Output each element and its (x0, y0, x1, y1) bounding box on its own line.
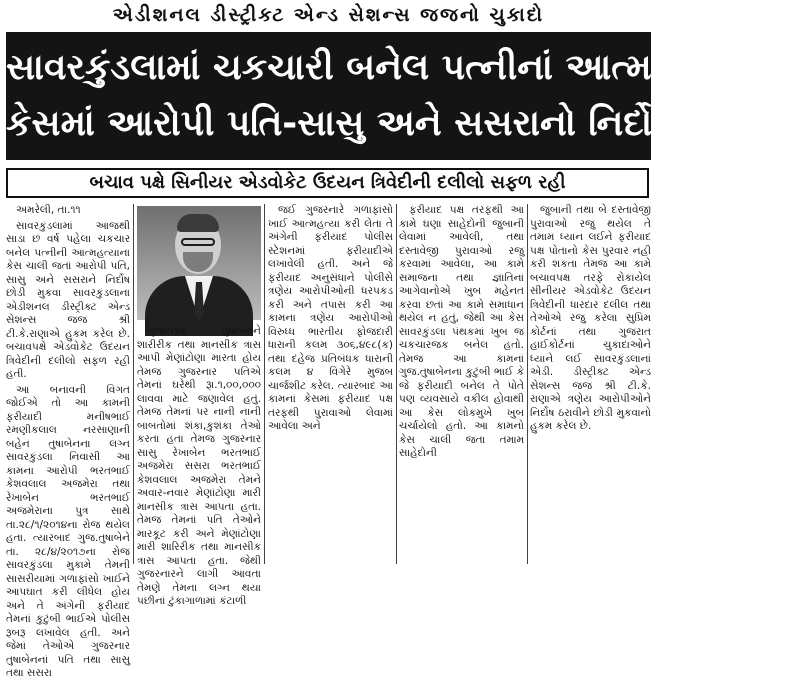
sub-headline: બચાવ પક્ષે સિનીયર એડવોકેટ ઉદયન ત્રિવેદીની દલીલો સફળ રહી (6, 168, 649, 198)
article-column-3 (268, 204, 393, 564)
article-column-2 (137, 325, 261, 607)
paragraph: જઈ ગુજરનારે ગળાફાંસો ખાઈ આત્મહત્યા કરી લેતા તે અંગેની ફરીયાદ પોલીસ સ્ટેશનમાં ફરીયાદીએ લખાવેલી હતી. અને જે ફરીયાદ અનુસંધાને પોલીસે ત્રણેય આરોપીઓની ધરપકડ કરી અને તપાસ કરી આ કામના ત્રણેય આરોપીઓ વિરુધ્ધ ભારતીય ફોજદારી ધારાની કલમ ૩૦૬,૪૯૮(ક) તથા દહેજ પ્રતિબંધક ધારાની કલમ ૪ વિગેરે મુજબ ચાર્જશીટ કરેલ. ત્યારબાદ આ કામનાં કેસમાં ફરીયાદ પક્ષ તરફથી પુરાવાઓ લેવામાં આવેલા અને (268, 204, 393, 432)
column-divider (527, 204, 528, 564)
main-headline (6, 32, 795, 160)
dateline: અમરેલી, તા.૧૧ (16, 204, 81, 216)
column-divider (133, 204, 134, 564)
hair-shape (177, 214, 219, 232)
column-divider (396, 204, 397, 564)
article-column-5 (530, 204, 651, 432)
headline-line-2: કેસમાં આરોપી પતિ-સાસુ અને સસરાનો નિર્દોષ છુટકારો (6, 103, 795, 144)
kicker-headline: એડીશનલ ડીસ્ટ્રીક્ટ એન્ડ સેશન્સ જજનો ચુકાદો (112, 4, 545, 26)
advocate-photo (137, 206, 261, 320)
paragraph: જુબાની તથા બે દસ્તાવેજી પુરાવાઓ રજુ થયેલ તે તમામ ધ્યાન લઈને ફરીયાદ પક્ષ પોતાનો કેસ પુરવાર નહી કરી શકતા તેમજ આ કામે બચાવપક્ષ તરફે રોકાયેલ સીનીયર એડવોકેટ ઉદયન ત્રિવેદીની ધારદાર દલીલ તથા તેઓએ રજુ કરેલા સુપ્રિમ કોર્ટનાં તથા ગુજરાત હાઈકોર્ટનાં ચુકાદાઓને ધ્યાને લઈ સાવરકુંડલાનાં એડી. ડીસ્ટ્રીક્ટ એન્ડ સેશન્સ જજ શ્રી ટી.કે. રાણાએ ત્રણેય આરોપીઓને નિર્દોષ ઠરાવીને છોડી મુકવાનો હુકમ કરેલ છે. (530, 204, 651, 432)
paragraph: ગુજરનાર તુષાબેનને શારીરીક તથા માનસીક ત્રાસ આપી મેણાંટોણા મારતા હોય તેમજ ગુજરનાર પતિએ તેમનાં ઘરેથી રૂા.૧,૦૦,૦૦૦ લાવવા માટે જણાવેલ હતું. તેમજ તેમનાં પર નાની નાની બાબતોમાં શંકા,કુશંકા તેઓ કરતા હતા તેમજ ગુજરનાર સાસુ રેખાબેન ભરતભાઈ અજમેરા સસરા ભરતભાઈ કેશવલાલ અજમેરા તેમને અવાર-નવાર મેણાંટોણા મારી માનસીક ત્રાસ આપતા હતા. તેમજ તેમનાં પતિ તેઓને મારકૂટ કરી અને મેણાંટોણા મારી શારિરીક તથા માનસીક ત્રાસ આપતા હતા. જેથી ગુજરનારને લાગી આવતા તેમણે તેમના લગ્ન થયા પછીનાં ટુંકાગાળામાં કંટાળી (137, 325, 261, 607)
article-column-4 (399, 204, 524, 564)
headline-line-1: સાવરકુંડલામાં ચકચારી બનેલ પત્નીનાં આત્મહત્યા (6, 47, 731, 88)
article-column-1 (6, 204, 130, 679)
paragraph: સાવરકુંડલામાં આજથી સાડા છ વર્ષ પહેલા ચકચાર બનેલ પત્નીની આત્મહત્યાના કેસ ચાલી જતાં આરોપી પતિ, સાસુ અને સસરાને નિર્દોષ છોડી મુકવા સાવરકુંડલાના એડીશનલ ડીસ્ટ્રીક્ટ એન્ડ સેશન્સ જજ શ્રી ટી.કે.રાણાએ હુકમ કરેલ છે. બચાવપક્ષે એડવોકેટ ઉદયન ત્રિવેદીની દલીલો સફળ રહી હતી. (6, 219, 130, 380)
paragraph: ફરીયાદ પક્ષ તરફથી આ કામે ઘણા સાહેદોની જુબાની લેવામાં આવેલી, તથા દસ્તાવેજી પુરાવાઓ રજુ કરવામાં આવેલા, આ કામે સમાજના તથા જ્ઞાતિનાં આગેવાનોએ ખુબ મહેનત કરવા છતાં આ કામે સમાધાન થયેલ ન હતું, જેથી આ કેસ સાવરકુંડલા પંથકમાં ખુબ જ ચકચારજક બનેલ હતો. તેમજ આ કામનાં ગુજ.તુષાબેનના કુટુંબી ભાઈ કે જે ફરીયાદી બનેલ તે પોતે પણ વ્યવસાયે વકીલ હોવાથી આ કેસ લોકમુખે ખુબ ચર્ચાયેલો હતો. આ કામનો કેસ ચાલી જતા તમામ સાહેદોની (399, 204, 524, 459)
column-divider (264, 204, 265, 564)
glasses-shape (181, 238, 215, 246)
paragraph: આ બનાવની વિગત જોઈએ તો આ કામની ફરીયાદી મનીષભાઈ રમણીકલાલ નરસાણાની બહેન તુષાબેનના લગ્ન સાવરકુંડલા નિવાસી આ કામના આરોપી ભરતભાઈ કેશવલાલ અજમેરા તથા રેખાબેન ભરતભાઈ અજમેરાના પુત્ર સાથે તા.૨૮/૧/૨૦૧૪ના રોજ થયેલ હતા. ત્યારબાદ ગુજ.તુષાબેને તા. ૨૮/૪/૨૦૧૭ના રોજ સાવરકુંડલા મુકામે તેમની સાસરીયામાં ગળાફાંસો ખાઈને આપઘાત કરી લીધેલ હોય અને તે અંગેની ફરીયાદ તેમનાં કુટુંબી ભાઈએ પોલીસ રૂબરૂ લખાવેલ હતી. અને જેમાં તેઓએ ગુજરનાર તુષાબેનનાં પતિ તથા સાસુ તથા સસરા (6, 383, 130, 679)
